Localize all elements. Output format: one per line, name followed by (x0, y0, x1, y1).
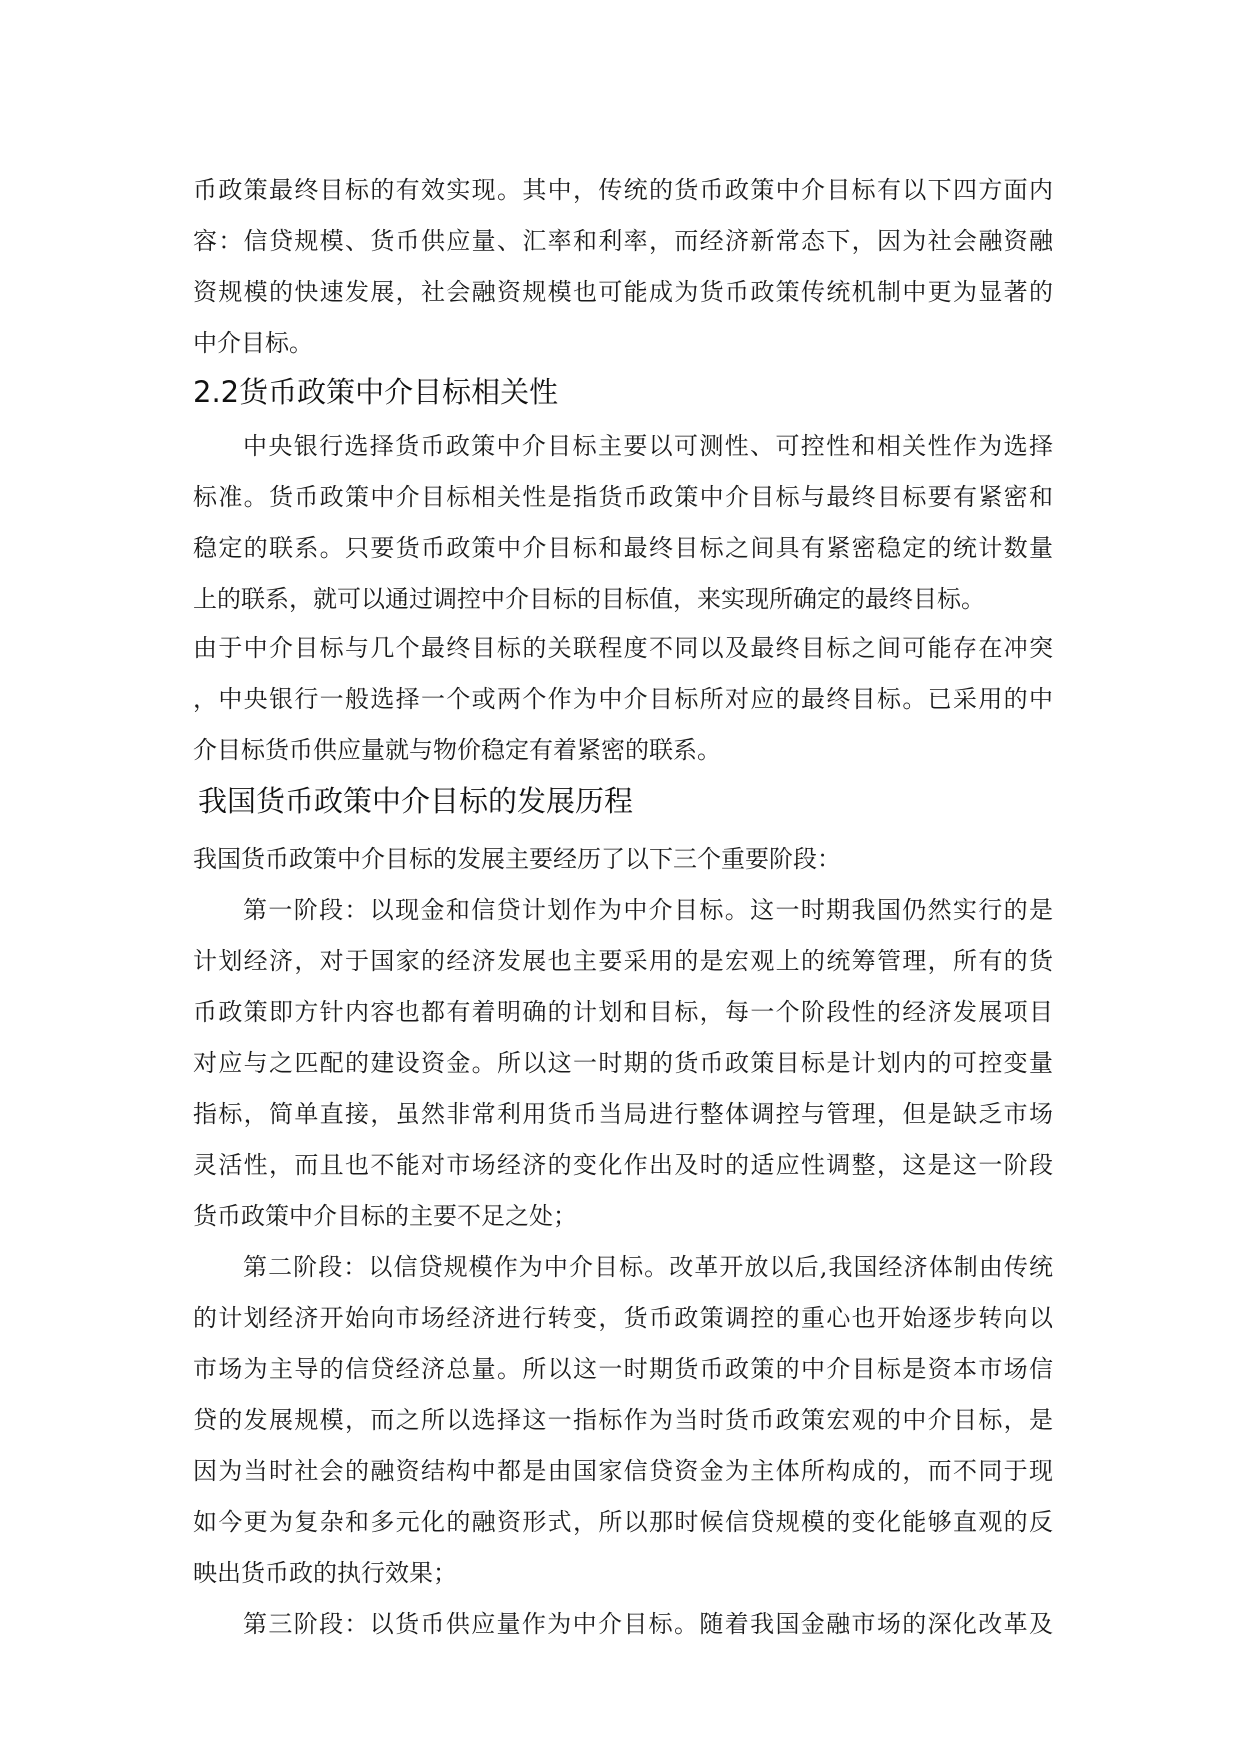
text-line: 第二阶段：以信贷规模作为中介目标。改革开放以后,我国经济体制由传统 (243, 1253, 1053, 1281)
text-line: 稳定的联系。只要货币政策中介目标和最终目标之间具有紧密稳定的统计数量 (193, 534, 1053, 562)
text-line: 由于中介目标与几个最终目标的关联程度不同以及最终目标之间可能存在冲突 (193, 634, 1053, 662)
text-line: 计划经济，对于国家的经济发展也主要采用的是宏观上的统筹管理，所有的货 (193, 947, 1053, 975)
text-line: 中央银行选择货币政策中介目标主要以可测性、可控性和相关性作为选择 (243, 432, 1053, 460)
text-line: 市场为主导的信贷经济总量。所以这一时期货币政策的中介目标是资本市场信 (193, 1355, 1053, 1383)
text-line: 资规模的快速发展，社会融资规模也可能成为货币政策传统机制中更为显著的 (193, 278, 1053, 306)
text-line: 第一阶段：以现金和信贷计划作为中介目标。这一时期我国仍然实行的是 (243, 896, 1053, 924)
text-line: 指标，简单直接，虽然非常利用货币当局进行整体调控与管理，但是缺乏市场 (193, 1100, 1053, 1128)
text-line: ，中央银行一般选择一个或两个作为中介目标所对应的最终目标。已采用的中 (193, 685, 1053, 713)
text-line: 第三阶段：以货币供应量作为中介目标。随着我国金融市场的深化改革及 (243, 1610, 1053, 1638)
text-line: 介目标货币供应量就与物价稳定有着紧密的联系。 (193, 736, 721, 764)
text-line: 上的联系，就可以通过调控中介目标的目标值，来实现所确定的最终目标。 (193, 585, 985, 613)
section-heading: 2.2货币政策中介目标相关性 (193, 375, 559, 409)
text-line: 币政策即方针内容也都有着明确的计划和目标，每一个阶段性的经济发展项目 (193, 998, 1053, 1026)
text-line: 中介目标。 (193, 329, 313, 357)
text-line: 我国货币政策中介目标的发展主要经历了以下三个重要阶段： (193, 845, 841, 873)
text-line: 映出货币政的执行效果； (193, 1559, 457, 1587)
text-line: 标准。货币政策中介目标相关性是指货币政策中介目标与最终目标要有紧密和 (193, 483, 1053, 511)
text-line: 容：信贷规模、货币供应量、汇率和利率，而经济新常态下，因为社会融资融 (193, 227, 1053, 255)
text-line: 如今更为复杂和多元化的融资形式，所以那时候信贷规模的变化能够直观的反 (193, 1508, 1053, 1536)
section-heading: 我国货币政策中介目标的发展历程 (198, 784, 634, 818)
text-line: 对应与之匹配的建设资金。所以这一时期的货币政策目标是计划内的可控变量 (193, 1049, 1053, 1077)
text-line: 灵活性，而且也不能对市场经济的变化作出及时的适应性调整，这是这一阶段 (193, 1151, 1053, 1179)
text-line: 币政策最终目标的有效实现。其中，传统的货币政策中介目标有以下四方面内 (193, 176, 1053, 204)
text-line: 贷的发展规模，而之所以选择这一指标作为当时货币政策宏观的中介目标，是 (193, 1406, 1053, 1434)
text-line: 的计划经济开始向市场经济进行转变，货币政策调控的重心也开始逐步转向以 (193, 1304, 1053, 1332)
text-line: 因为当时社会的融资结构中都是由国家信贷资金为主体所构成的，而不同于现 (193, 1457, 1053, 1485)
text-line: 货币政策中介目标的主要不足之处； (193, 1202, 577, 1230)
